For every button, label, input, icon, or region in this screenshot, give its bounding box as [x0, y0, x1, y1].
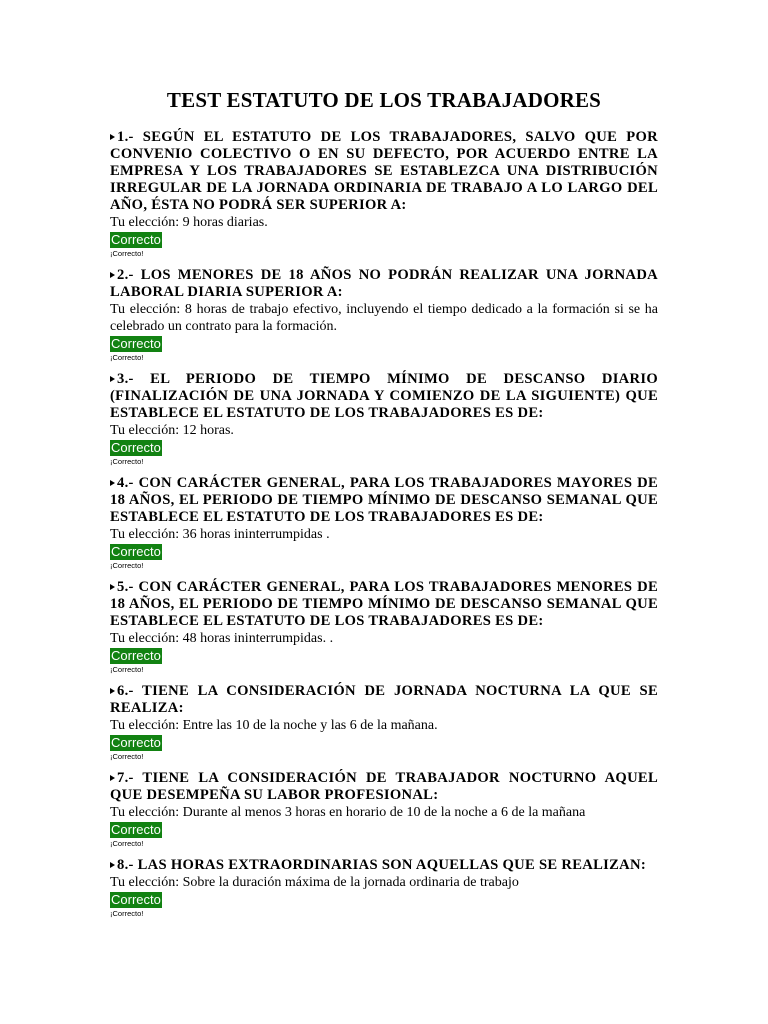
answer-line	[110, 717, 658, 734]
answer-prefix: Tu elección:	[110, 302, 181, 317]
question-4	[110, 475, 658, 570]
question-heading	[110, 770, 658, 804]
question-text: 7.- TIENE LA CONSIDERACIÓN DE TRABAJADOR NOCTURNO AQUEL QUE DESEMPEÑA SU LABOR PROFESIONAL:	[110, 770, 658, 803]
answer-text: Durante al menos 3 horas en horario de 10 de la noche a 6 de la mañana	[182, 805, 586, 820]
correct-badge: Correcto	[111, 735, 161, 750]
page-title: TEST ESTATUTO DE LOS TRABAJADORES	[166, 88, 602, 112]
feedback-note: ¡Correcto!	[110, 249, 144, 258]
question-5	[110, 579, 658, 674]
answer-line	[110, 804, 658, 821]
question-text: 5.- CON CARÁCTER GENERAL, PARA LOS TRABAJADORES MENORES DE 18 AÑOS, EL PERIODO DE TIEMPO MÍNIMO DE DESCANSO SEMANAL QUE ESTABLECE EL ESTATUTO DE LOS TRABAJADORES ES DE:	[110, 579, 658, 629]
correct-badge: Correcto	[111, 648, 161, 663]
answer-prefix: Tu elección:	[110, 631, 180, 646]
answer-line	[110, 422, 658, 439]
question-2	[110, 267, 658, 362]
feedback-note: ¡Correcto!	[110, 909, 144, 918]
answer-text: 12 horas.	[182, 423, 234, 438]
answer-text: 8 horas de trabajo efectivo, incluyendo el tiempo dedicado a la formación si se ha celebrado un contrato para la formación.	[110, 302, 658, 334]
question-3	[110, 371, 658, 466]
answer-line	[110, 526, 658, 543]
answer-text: 36 horas ininterrumpidas .	[182, 527, 330, 542]
answer-line	[110, 630, 658, 647]
answer-prefix: Tu elección:	[110, 215, 180, 230]
question-text: 8.- LAS HORAS EXTRAORDINARIAS SON AQUELLAS QUE SE REALIZAN:	[117, 857, 646, 873]
triangle-bullet-icon	[110, 134, 115, 140]
question-text: 2.- LOS MENORES DE 18 AÑOS NO PODRÁN REALIZAR UNA JORNADA LABORAL DIARIA SUPERIOR A:	[110, 267, 658, 300]
feedback-note: ¡Correcto!	[110, 457, 144, 466]
answer-prefix: Tu elección:	[110, 423, 180, 438]
question-heading	[110, 129, 658, 214]
question-8	[110, 857, 658, 918]
answer-prefix: Tu elección:	[110, 527, 180, 542]
triangle-bullet-icon	[110, 775, 115, 781]
question-1	[110, 129, 658, 258]
answer-line	[110, 214, 658, 231]
correct-badge: Correcto	[111, 440, 161, 455]
question-heading	[110, 475, 658, 526]
triangle-bullet-icon	[110, 584, 115, 590]
question-heading	[110, 857, 658, 874]
correct-badge: Correcto	[111, 822, 161, 837]
answer-prefix: Tu elección:	[110, 875, 180, 890]
answer-text: Sobre la duración máxima de la jornada ordinaria de trabajo	[182, 875, 519, 890]
feedback-note: ¡Correcto!	[110, 561, 144, 570]
correct-badge: Correcto	[111, 544, 161, 559]
question-6	[110, 683, 658, 761]
answer-text: 48 horas ininterrumpidas. .	[182, 631, 334, 646]
answer-text: Entre las 10 de la noche y las 6 de la mañana.	[182, 718, 438, 733]
feedback-note: ¡Correcto!	[110, 353, 144, 362]
answer-line	[110, 301, 658, 335]
question-7	[110, 770, 658, 848]
question-heading	[110, 579, 658, 630]
question-text: 6.- TIENE LA CONSIDERACIÓN DE JORNADA NOCTURNA LA QUE SE REALIZA:	[110, 683, 658, 716]
question-text: 1.- SEGÚN EL ESTATUTO DE LOS TRABAJADORES, SALVO QUE POR CONVENIO COLECTIVO O EN SU DEFECTO, POR ACUERDO ENTRE LA EMPRESA Y LOS TRABAJADORES SE ESTABLEZCA UNA DISTRIBUCIÓN IRREGULAR DE LA JORNADA ORDINARIA DE TRABAJO A LO LARGO DEL AÑO, ÉSTA NO PODRÁ SER SUPERIOR A:	[110, 129, 658, 213]
question-text: 3.- EL PERIODO DE TIEMPO MÍNIMO DE DESCANSO DIARIO (FINALIZACIÓN DE UNA JORNADA Y COMIENZO DE LA SIGUIENTE) QUE ESTABLECE EL ESTATUTO DE LOS TRABAJADORES ES DE:	[110, 371, 658, 421]
feedback-note: ¡Correcto!	[110, 752, 144, 761]
correct-badge: Correcto	[111, 232, 161, 247]
triangle-bullet-icon	[110, 862, 115, 868]
question-heading	[110, 267, 658, 301]
triangle-bullet-icon	[110, 480, 115, 486]
answer-prefix: Tu elección:	[110, 718, 180, 733]
question-text: 4.- CON CARÁCTER GENERAL, PARA LOS TRABAJADORES MAYORES DE 18 AÑOS, EL PERIODO DE TIEMPO MÍNIMO DE DESCANSO SEMANAL QUE ESTABLECE EL ESTATUTO DE LOS TRABAJADORES ES DE:	[110, 475, 658, 525]
feedback-note: ¡Correcto!	[110, 665, 144, 674]
feedback-note: ¡Correcto!	[110, 839, 144, 848]
answer-line	[110, 874, 658, 891]
answer-prefix: Tu elección:	[110, 805, 180, 820]
triangle-bullet-icon	[110, 688, 115, 694]
question-heading	[110, 683, 658, 717]
triangle-bullet-icon	[110, 272, 115, 278]
answer-text: 9 horas diarias.	[182, 215, 268, 230]
correct-badge: Correcto	[111, 892, 161, 907]
document-page	[110, 86, 658, 927]
triangle-bullet-icon	[110, 376, 115, 382]
correct-badge: Correcto	[111, 336, 161, 351]
question-heading	[110, 371, 658, 422]
